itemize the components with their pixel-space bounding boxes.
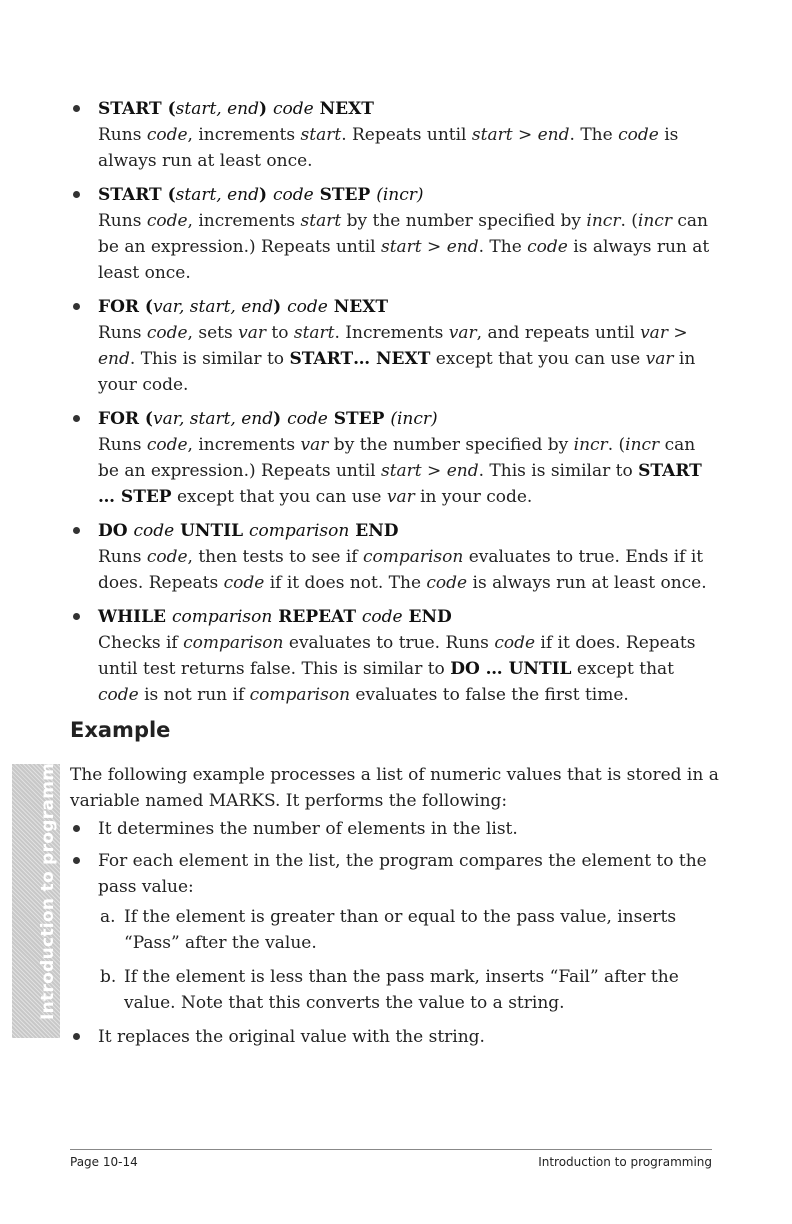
running-footer-title: Introduction to programming — [538, 1155, 712, 1169]
example-body — [70, 762, 720, 1056]
list-item — [70, 182, 720, 286]
list-item: For each element in the list, the program compares the element to the pass value: a. If the element is greater than or equal to the pass value, inserts “Pass” after the value. b. If the element is less than the pass mark, inserts “Fail” after the value. Note that this converts the value to a string. — [70, 848, 720, 1016]
section-heading: Example — [70, 718, 171, 742]
loop-structures-list — [70, 96, 720, 716]
item-heading: START (start, end) code NEXT — [98, 99, 374, 119]
sub-item: b. If the element is less than the pass mark, inserts “Fail” after the value. Note that this converts the value to a string. — [100, 967, 679, 1013]
item-heading: WHILE comparison REPEAT code END — [98, 607, 452, 627]
item-heading: FOR (var, start, end) code STEP (incr) — [98, 409, 438, 429]
bullet-icon — [73, 303, 80, 310]
item-description: Checks if comparison evaluates to true. Runs code if it does. Repeats until test returns false. This is similar to DO … UNTIL except that code is not run if comparison evaluates to false the first time. — [98, 633, 696, 705]
bullet-icon — [73, 857, 80, 864]
item-description: Runs code, increments start by the number specified by incr. (incr can be an expression.) Repeats until start > end. The code is always run at least once. — [98, 211, 710, 283]
example-steps — [70, 816, 720, 1050]
list-item — [70, 96, 720, 174]
bullet-icon — [73, 613, 80, 620]
item-description: Runs code, then tests to see if comparison evaluates to true. Ends if it does. Repeats code if it does not. The code is always run at least once. — [98, 547, 707, 593]
example-intro: The following example processes a list of numeric values that is stored in a variable named MARKS. It performs the following: — [70, 765, 719, 811]
item-heading: DO code UNTIL comparison END — [98, 521, 399, 541]
chapter-side-tab — [12, 731, 60, 1038]
item-description: Runs code, increments var by the number specified by incr. (incr can be an expression.) Repeats until start > end. This is similar to START … STEP except that you can use var in your code. — [98, 435, 702, 507]
list-item: It replaces the original value with the string. — [70, 1024, 720, 1050]
footer-rule — [70, 1149, 712, 1150]
list-item — [70, 604, 720, 708]
sub-steps — [98, 904, 720, 1016]
sub-item: a. If the element is greater than or equal to the pass value, inserts “Pass” after the value. — [100, 907, 677, 953]
bullet-icon — [73, 415, 80, 422]
bullet-icon — [73, 527, 80, 534]
bullet-icon — [73, 1033, 80, 1040]
list-item — [70, 518, 720, 596]
item-description: Runs code, sets var to start. Increments var, and repeats until var > end. This is similar to START… NEXT except that you can use var in your code. — [98, 323, 696, 395]
side-tab-label: Introduction to programming — [38, 731, 58, 1020]
bullet-icon — [73, 825, 80, 832]
page-number: Page 10-14 — [70, 1155, 138, 1169]
bullet-icon — [73, 191, 80, 198]
list-item — [70, 406, 720, 510]
bullet-icon — [73, 105, 80, 112]
item-heading: FOR (var, start, end) code NEXT — [98, 297, 389, 317]
item-description: Runs code, increments start. Repeats until start > end. The code is always run at least once. — [98, 125, 679, 171]
list-item: It determines the number of elements in the list. — [70, 816, 720, 842]
item-heading: START (start, end) code STEP (incr) — [98, 185, 424, 205]
list-item — [70, 294, 720, 398]
